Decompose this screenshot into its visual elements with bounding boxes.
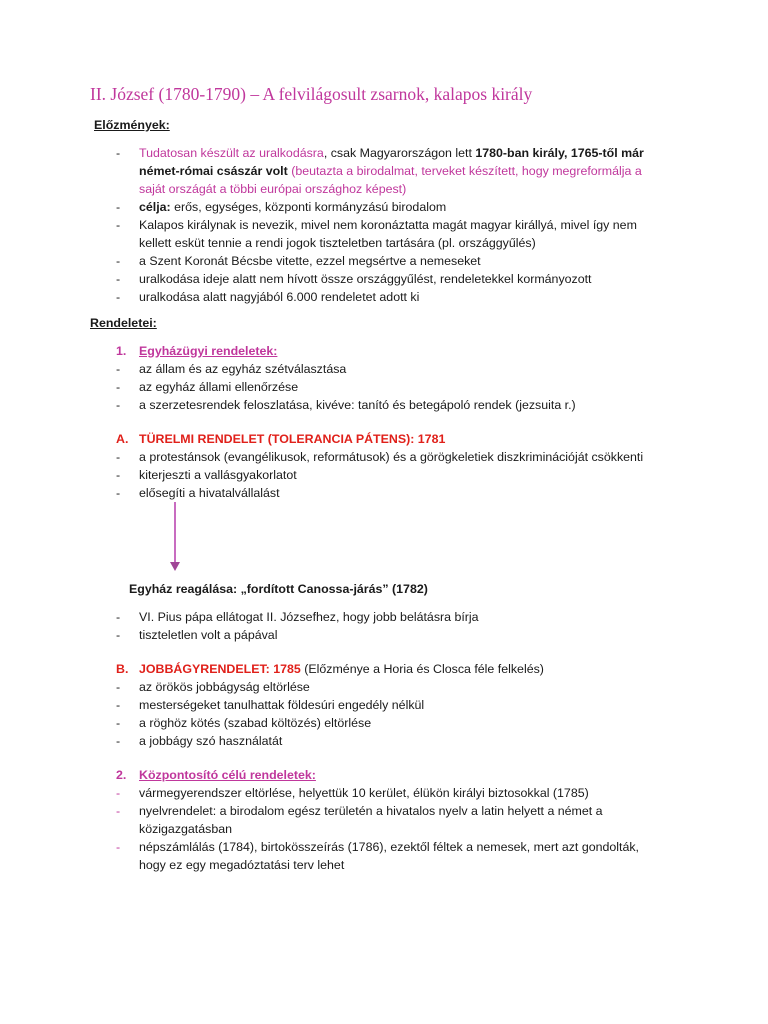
bullet-dash: - — [116, 200, 121, 214]
list-text: a protestánsok (evangélikusok, reformátusok) és a görögkeletiek diszkriminációját csökkenti — [139, 450, 644, 464]
highlight-text: Tudatosan készült az uralkodásra — [139, 146, 324, 160]
list-text: népszámlálás (1784), birtokösszeírás (1786), ezektől féltek a nemesek, mert azt gondolták, — [139, 840, 639, 854]
list-text: elősegíti a hivatalvállalást — [139, 486, 280, 500]
bullet-dash: - — [116, 290, 121, 304]
bullet-dash: - — [116, 734, 121, 748]
bullet-dash: - — [116, 362, 121, 376]
list-marker: 2. — [116, 768, 127, 782]
list-marker: 1. — [116, 344, 127, 358]
bold-text: német-római császár volt — [139, 164, 288, 178]
bold-text: célja: — [139, 200, 171, 214]
bullet-dash: - — [116, 380, 121, 394]
list-marker: B. — [116, 662, 129, 676]
list-text: uralkodása alatt nagyjából 6.000 rendeletet adott ki — [139, 290, 420, 304]
bullet-dash: - — [116, 218, 121, 232]
bullet-dash: - — [116, 610, 121, 624]
bullet-dash: - — [116, 254, 121, 268]
bullet-dash: - — [116, 272, 121, 286]
bullet-dash: - — [116, 628, 121, 642]
page-title: II. József (1780-1790) – A felvilágosult zsarnok, kalapos király — [90, 84, 533, 104]
subsection-title: TÜRELMI RENDELET (TOLERANCIA PÁTENS): 1781 — [139, 432, 446, 446]
subsection-title: JOBBÁGYRENDELET: 1785 — [139, 662, 301, 676]
bullet-dash: - — [116, 450, 121, 464]
list-text: az egyház állami ellenőrzése — [139, 380, 299, 394]
arrow-down-icon — [174, 502, 176, 564]
bullet-dash: - — [116, 840, 121, 854]
list-text: , csak Magyarországon lett — [323, 146, 476, 160]
list-text: az örökös jobbágyság eltörlése — [139, 680, 310, 694]
bullet-dash: - — [116, 146, 121, 160]
list-text: nyelvrendelet: a birodalom egész területén a hivatalos nyelv a latin helyett a német a — [139, 804, 603, 818]
bullet-dash: - — [116, 716, 121, 730]
list-text: mesterségeket tanulhattak földesúri engedély nélkül — [139, 698, 425, 712]
list-text: a Szent Koronát Bécsbe vitette, ezzel megsértve a nemeseket — [139, 254, 481, 268]
list-text: Kalapos királynak is nevezik, mivel nem koronáztatta magát magyar királlyá, mivel így nem — [139, 218, 637, 232]
highlight-text: saját országát a többi európai országhoz képest) — [139, 182, 407, 196]
list-text: vármegyerendszer eltörlése, helyettük 10 kerület, élükön királyi biztosokkal (1785) — [139, 786, 589, 800]
list-text: a jobbágy szó használatát — [139, 734, 283, 748]
list-text: uralkodása ideje alatt nem hívott össze országgyűlést, rendeletekkel kormányozott — [139, 272, 592, 286]
arrow-head-icon — [170, 562, 180, 571]
reaction-heading: Egyház reagálása: „fordított Canossa-járás” (1782) — [129, 582, 428, 596]
bullet-dash: - — [116, 680, 121, 694]
list-text: hogy ez egy megadóztatási terv lehet — [139, 858, 345, 872]
list-text: a szerzetesrendek feloszlatása, kivéve: tanító és betegápoló rendek (jezsuita r.) — [139, 398, 576, 412]
bullet-dash: - — [116, 698, 121, 712]
list-text: kellett esküt tennie a rendi jogok tiszteletben tartására (pl. országgyűlés) — [139, 236, 536, 250]
bullet-dash: - — [116, 786, 121, 800]
highlight-text: (beutazta a birodalmat, terveket készített, hogy megreformálja a — [287, 164, 642, 178]
bullet-dash: - — [116, 486, 121, 500]
list-text: VI. Pius pápa ellátogat II. Józsefhez, hogy jobb belátásra bírja — [139, 610, 479, 624]
bold-text: 1780-ban király, 1765-től már — [475, 146, 644, 160]
list-text: tiszteletlen volt a pápával — [139, 628, 278, 642]
list-text: közigazgatásban — [139, 822, 232, 836]
list-marker: A. — [116, 432, 129, 446]
subsection-note: (Előzménye a Horia és Closca féle felkelés) — [300, 662, 544, 676]
section-heading-rendeletei: Rendeletei: — [90, 316, 157, 330]
subsection-title: Egyházügyi rendeletek: — [139, 344, 278, 358]
list-text: az állam és az egyház szétválasztása — [139, 362, 347, 376]
list-text: a röghöz kötés (szabad költözés) eltörlése — [139, 716, 372, 730]
subsection-title: Központosító célú rendeletek: — [139, 768, 316, 782]
bullet-dash: - — [116, 468, 121, 482]
list-text: erős, egységes, központi kormányzású birodalom — [170, 200, 447, 214]
list-text: kiterjeszti a vallásgyakorlatot — [139, 468, 297, 482]
section-heading-elozmenyek: Előzmények: — [94, 118, 170, 132]
bullet-dash: - — [116, 398, 121, 412]
bullet-dash: - — [116, 804, 121, 818]
